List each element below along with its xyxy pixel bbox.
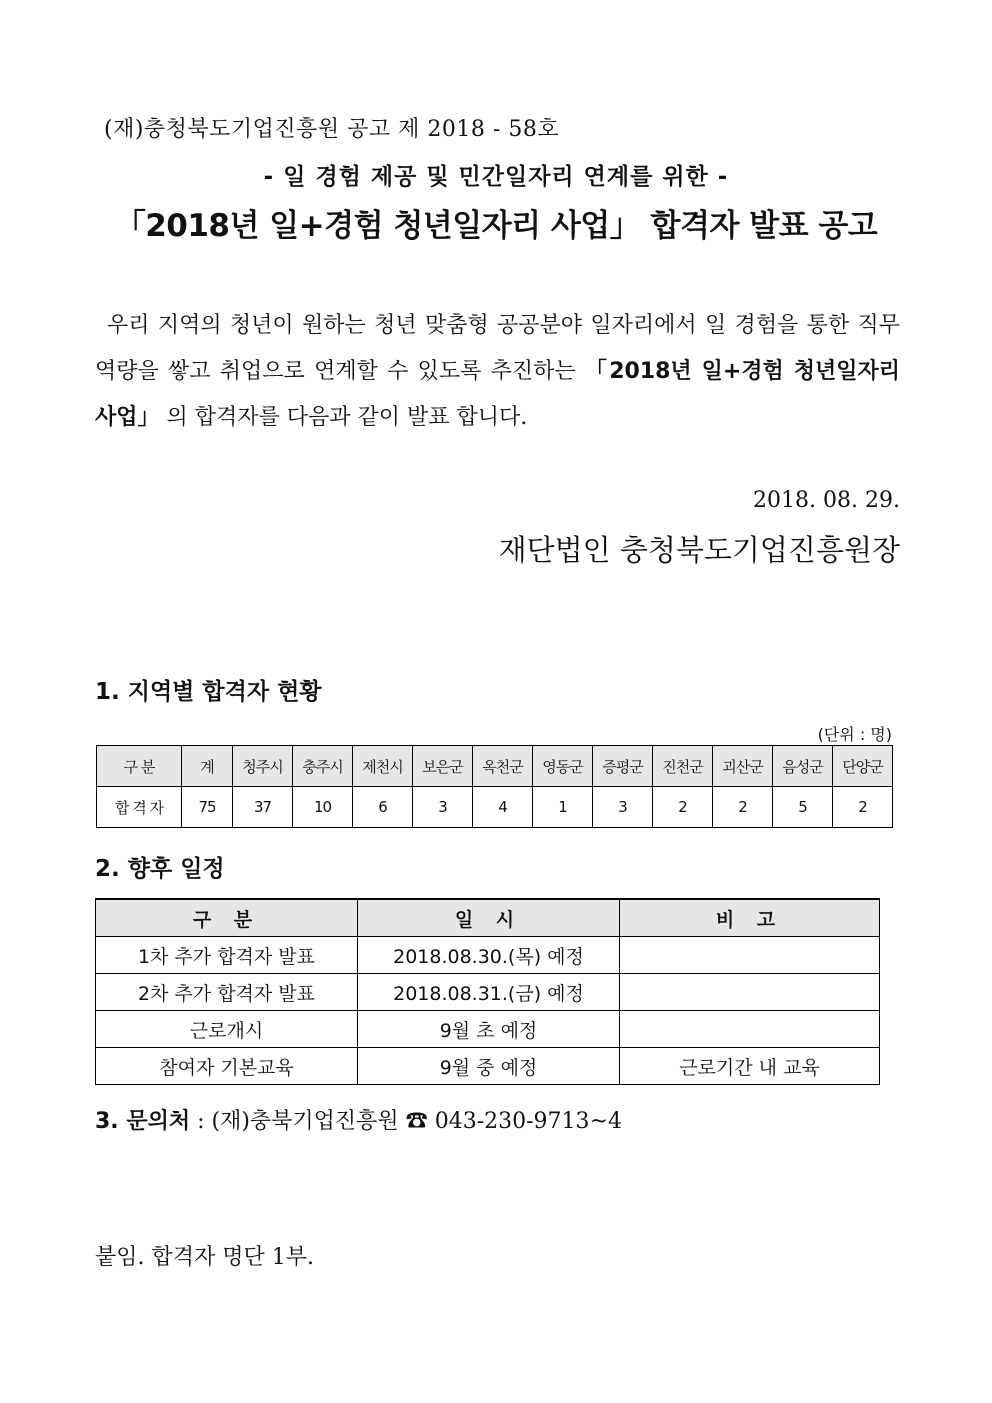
table-cell: 근로기간 내 교육 bbox=[620, 1048, 880, 1085]
announcement-date: 2018. 08. 29. bbox=[753, 488, 900, 513]
table-cell: 6 bbox=[353, 787, 413, 828]
table-cell: 참여자 기본교육 bbox=[96, 1048, 358, 1085]
table-cell: 3 bbox=[413, 787, 473, 828]
header-cell: 진천군 bbox=[653, 746, 713, 787]
header-cell: 충주시 bbox=[293, 746, 353, 787]
table-cell: 37 bbox=[233, 787, 293, 828]
unit-label: (단위 : 명) bbox=[817, 725, 892, 744]
table-cell: 10 bbox=[293, 787, 353, 828]
table-cell: 근로개시 bbox=[96, 1011, 358, 1048]
header-cell: 제천시 bbox=[353, 746, 413, 787]
header-cell: 구 분 bbox=[97, 746, 182, 787]
table-cell: 9월 초 예정 bbox=[358, 1011, 620, 1048]
table-cell: 3 bbox=[593, 787, 653, 828]
table-cell: 1 bbox=[533, 787, 593, 828]
table-cell: 2018.08.31.(금) 예정 bbox=[358, 974, 620, 1011]
header-cell: 계 bbox=[182, 746, 233, 787]
contact-separator: : bbox=[190, 1109, 212, 1134]
subtitle: - 일 경험 제공 및 민간일자리 연계를 위한 - bbox=[263, 164, 729, 190]
section2-heading: 2. 향후 일정 bbox=[95, 856, 225, 882]
table-cell bbox=[620, 1011, 880, 1048]
body-text-part1: 우리 지역의 청년이 원하는 청년 맞춤형 공공분야 일자리에서 일 경험을 통한 직무역량을 쌓고 취업으로 연계할 수 있도록 추진하는 bbox=[95, 313, 900, 384]
header-cell: 비 고 bbox=[620, 899, 880, 937]
table-cell: 4 bbox=[473, 787, 533, 828]
table-row bbox=[96, 974, 880, 1011]
table-cell: 5 bbox=[773, 787, 833, 828]
header-cell: 청주시 bbox=[233, 746, 293, 787]
table-header-row bbox=[96, 899, 880, 937]
header-cell: 보은군 bbox=[413, 746, 473, 787]
body-paragraph bbox=[95, 303, 900, 441]
contact-label: 3. 문의처 bbox=[95, 1109, 191, 1134]
phone-icon: ☎ bbox=[405, 1109, 428, 1134]
table-cell: 75 bbox=[182, 787, 233, 828]
table-cell: 합 격 자 bbox=[97, 787, 182, 828]
table-cell bbox=[620, 974, 880, 1011]
section1-heading: 1. 지역별 합격자 현황 bbox=[95, 679, 322, 705]
header-cell: 옥천군 bbox=[473, 746, 533, 787]
contact-line bbox=[95, 1104, 622, 1135]
table-cell: 9월 중 예정 bbox=[358, 1048, 620, 1085]
header-cell: 구 분 bbox=[96, 899, 358, 937]
page-title: 「2018년 일+경험 청년일자리 사업」 합격자 발표 공고 bbox=[114, 208, 878, 244]
table-cell: 1차 추가 합격자 발표 bbox=[96, 937, 358, 974]
header-cell: 영동군 bbox=[533, 746, 593, 787]
header-cell: 일 시 bbox=[358, 899, 620, 937]
table-row bbox=[96, 1048, 880, 1085]
table-cell: 2 bbox=[833, 787, 893, 828]
table-cell: 2 bbox=[713, 787, 773, 828]
contact-org: (재)충북기업진흥원 bbox=[211, 1109, 399, 1134]
table-row bbox=[96, 1011, 880, 1048]
issuer: 재단법인 충청북도기업진흥원장 bbox=[498, 533, 900, 567]
header-cell: 음성군 bbox=[773, 746, 833, 787]
attachment-note: 붙임. 합격자 명단 1부. bbox=[95, 1245, 314, 1270]
region-table bbox=[96, 745, 893, 828]
table-row bbox=[96, 937, 880, 974]
table-cell: 2018.08.30.(목) 예정 bbox=[358, 937, 620, 974]
notice-number: (재)충청북도기업진흥원 공고 제 2018 - 58호 bbox=[104, 117, 560, 142]
table-cell: 2차 추가 합격자 발표 bbox=[96, 974, 358, 1011]
body-text-part2: 의 합격자를 다음과 같이 발표 합니다. bbox=[166, 405, 528, 430]
body-text-bold: 「2018년 일+경험 청년일자리 사업」 bbox=[95, 359, 900, 430]
table-cell bbox=[620, 937, 880, 974]
table-row bbox=[97, 787, 893, 828]
header-cell: 단양군 bbox=[833, 746, 893, 787]
header-cell: 괴산군 bbox=[713, 746, 773, 787]
schedule-table bbox=[95, 898, 880, 1085]
contact-phone: 043-230-9713~4 bbox=[434, 1109, 622, 1134]
table-cell: 2 bbox=[653, 787, 713, 828]
header-cell: 증평군 bbox=[593, 746, 653, 787]
table-header-row bbox=[97, 746, 893, 787]
